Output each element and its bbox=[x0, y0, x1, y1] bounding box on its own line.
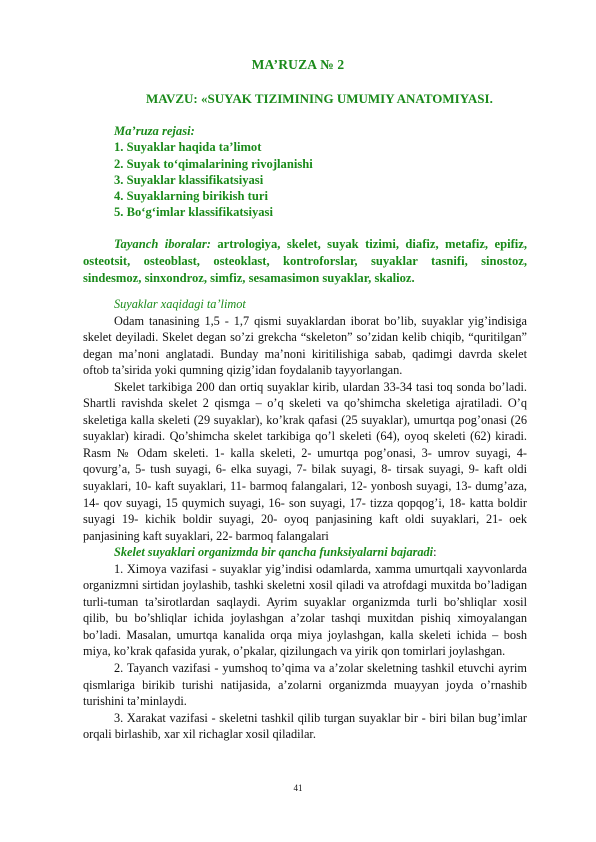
plan-item: 1. Suyaklar haqida ta’limot bbox=[114, 140, 262, 155]
section-heading-line bbox=[83, 544, 527, 561]
section-heading: Suyaklar xaqidagi ta’limot bbox=[114, 297, 246, 311]
section-heading: Skelet suyaklari organizmda bir qancha funksiyalarni bajaradi bbox=[114, 545, 434, 560]
topic-subtitle: MAVZU: «SUYAK TIZIMINING UMUMIY ANATOMIYASI. bbox=[146, 91, 493, 106]
keywords-paragraph bbox=[83, 236, 527, 286]
plan-item: 5. Bo‘g‘imlar klassifikatsiyasi bbox=[114, 205, 273, 220]
keywords-text: artrologiya, skelet, suyak tizimi, diafiz, metafiz, epifiz, osteotsit, osteoblast, osteoklast, kontroforslar, suyaklar tasnifi, sinostoz, sindesmoz, sinxondroz, simfiz, sesamasimon suyaklar, skalioz. bbox=[83, 237, 527, 285]
paragraph: Skelet tarkibiga 200 dan ortiq suyaklar kirib, ulardan 33-34 tasi toq sonda bo’ladi. Shartli ravishda skelet 2 qismga – o’q skeleti va qo’shimcha skeletiga ajratiladi. O’q skeletiga kalla skeleti (29 suyaklar), ko’krak qafasi (25 suyaklar), umurtqa pog’onasi (26 suyaklar) kiradi. Qo’shimcha skelet tarkibiga qo’l skeleti (64), oyoq skeleti (62) kiradi. Rasm № Odam skeleti. 1- kalla skeleti, 2- umurtqa pog’onasi, 3- umrov suyagi, 4- qovurg’a, 5- tush suyagi, 6- elka suyagi, 7- bilak suyagi, 8- tirsak suyagi, 9- kaft oldi suyaklari, 10- kaft suyaklari, 11- barmoq falangalari, 12- yonbosh suyagi, 13- dumg’aza, 14- qov suyagi, 15 quymich suyagi, 16- son suyagi, 17- tizza qopqog’i, 18- katta boldir suyagi 19- kichik boldir suyagi, 20- oyoq panjasining kaft oldi suyaklari, 21- oek panjasining kaft suyaklari, 22- barmoq falangalari bbox=[83, 379, 527, 543]
plan-item: 4. Suyaklarning birikish turi bbox=[114, 189, 268, 204]
paragraph: Odam tanasining 1,5 - 1,7 qismi suyaklardan iborat bo’lib, suyaklar yig’indisiga skelet deyiladi. Skelet degan so’zi grekcha “skeleton” so’zidan kelib chiqib, “quritilgan” degan ma’noni anglatadi. Bunday ma’noni kiritilishiga sabab, qadimgi davrda skelet oftob ta’sirida yoki qumning qizig’idan foydalanib tayyorlangan. bbox=[83, 313, 527, 378]
paragraph: 3. Xarakat vazifasi - skeletni tashkil qilib turgan suyaklar bir - biri bilan bug’imlar orqali birlashib, xar xil richaglar xosil qiladilar. bbox=[83, 710, 527, 742]
heading-colon: : bbox=[433, 545, 437, 560]
lecture-plan bbox=[114, 123, 494, 221]
plan-heading: Ma’ruza rejasi: bbox=[114, 124, 195, 138]
paragraph: 2. Tayanch vazifasi - yumshoq to’qima va a’zolar skeletning tashkil etuvchi ayrim qismlariga birikib turishi natijasida, a’zolarni organizmda muayyan joyda o’rnashib turishini ta’minlaydi. bbox=[83, 661, 527, 709]
lecture-title: MA’RUZA № 2 bbox=[251, 57, 345, 72]
main-text bbox=[83, 296, 527, 743]
plan-item: 2. Suyak to‘qimalarining rivojlanishi bbox=[114, 156, 313, 171]
keywords-label: Tayanch iboralar: bbox=[114, 237, 211, 251]
page-number: 41 bbox=[293, 783, 303, 793]
plan-item: 3. Suyaklar klassifikatsiyasi bbox=[114, 172, 264, 187]
paragraph: 1. Ximoya vazifasi - suyaklar yig’indisi odamlarda, xamma umurtqali xayvonlarda organizmni sirtidan joylashib, tashki skeletni xosil qiladi va atrofdagi muxitda bo’ladigan turli-tuman ta’sirotlardan saqlaydi. Ayrim suyaklar organizmda turli bo’shliqlar xosil qilib, bu bo’shliqlar ichida joylashgan a’zolar tashqi muxitdan pishiq ximoyalangan bo’ladi. Masalan, umurtqa kanalida orqa miya joylashgan, kalla skeleti ichida – bosh miya, ko’krak qafasida yurak, o’pkalar, qizilungach va yirik qon tomirlari joylashgan. bbox=[83, 561, 527, 659]
